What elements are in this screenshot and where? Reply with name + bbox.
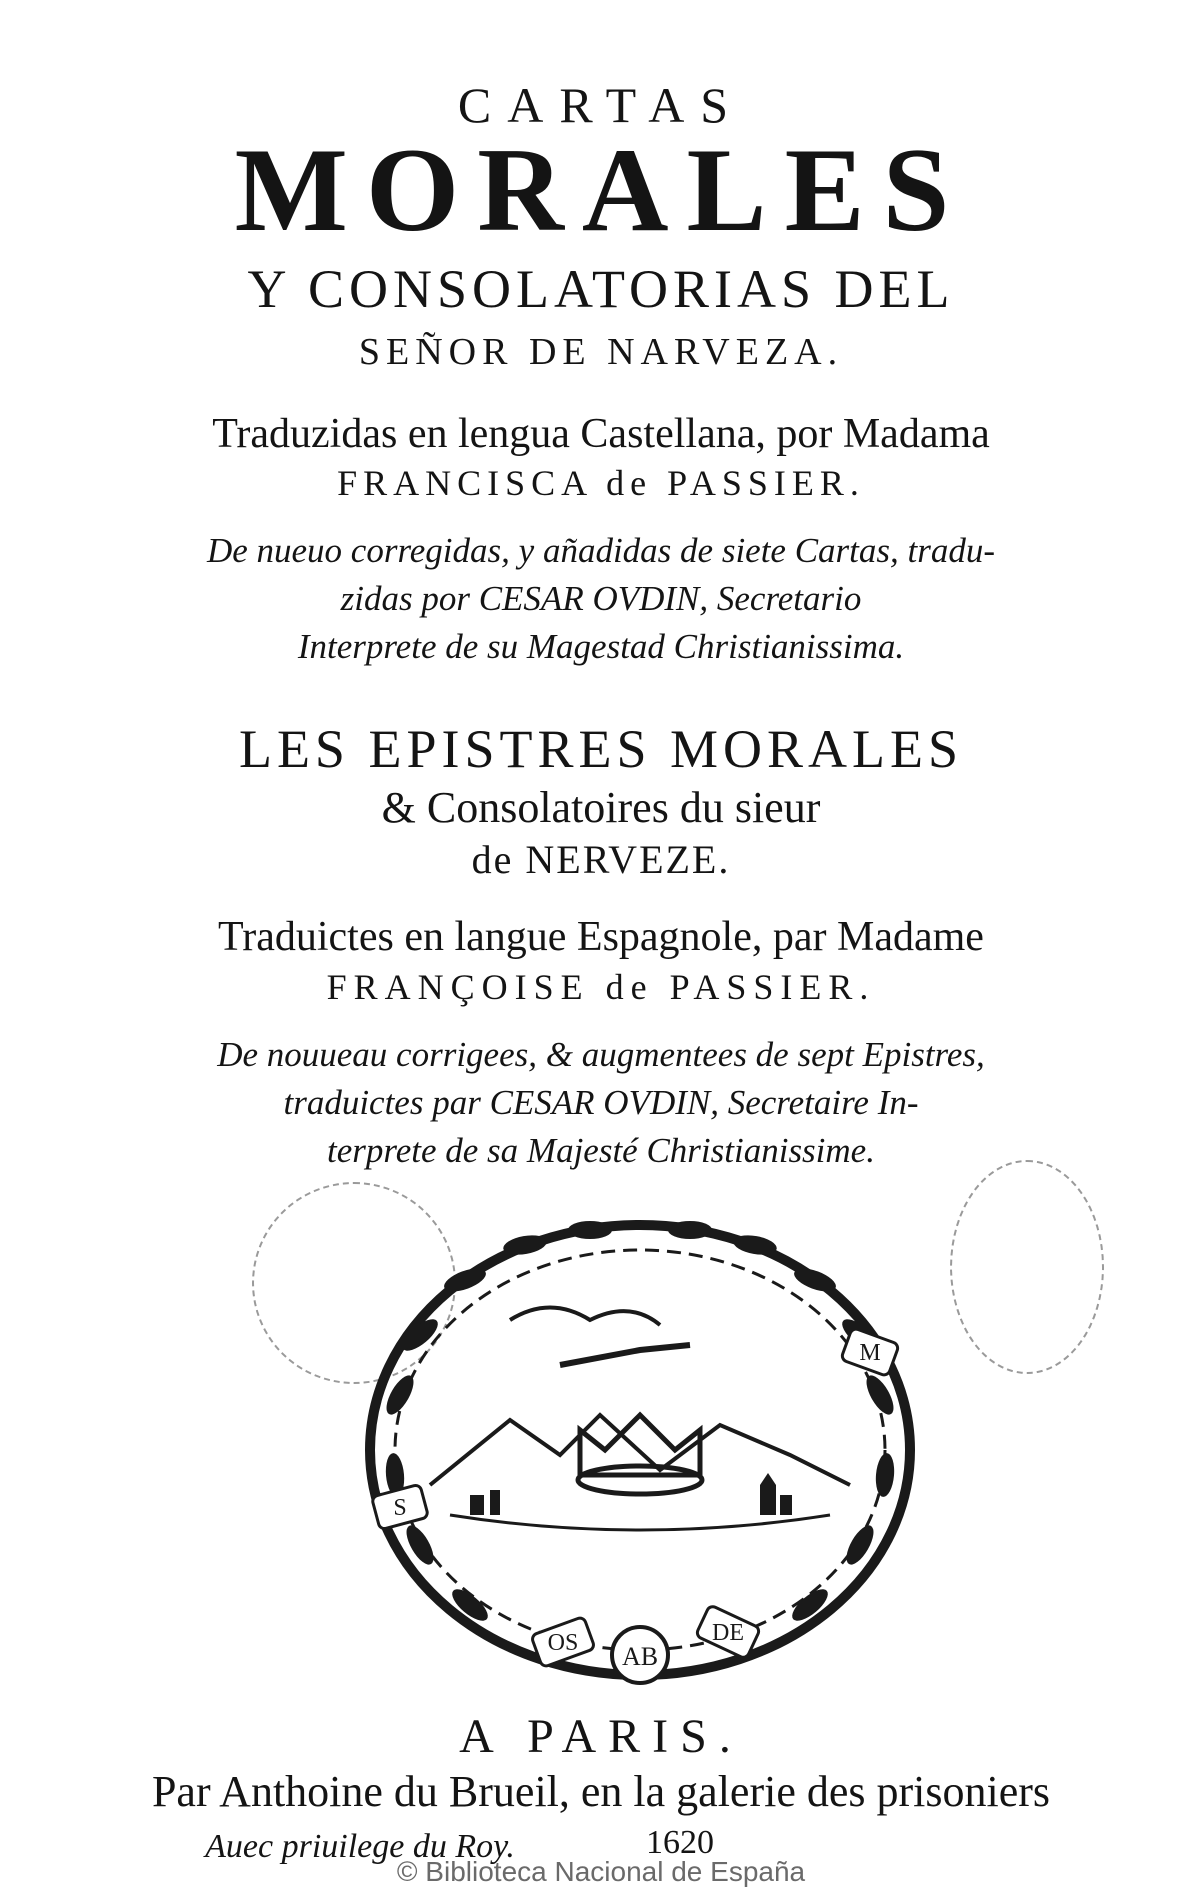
french-corrected-line-1: De nouueau corrigees, & augmentees de sept Epistres, [217, 1035, 985, 1074]
banner-letter-3: OS [547, 1630, 579, 1656]
spanish-corrected-line-3: Interprete de su Magestad Christianissima. [297, 627, 905, 666]
spanish-translation-line-1: Traduzidas en lengua Castellana, por Madama [212, 411, 990, 457]
library-stamp-right [950, 1160, 1104, 1374]
title-senor: SEÑOR DE NARVEZA. [358, 331, 844, 373]
printers-device-vignette [340, 1185, 940, 1700]
spanish-corrected-line-2: zidas por CESAR OVDIN, Secretario [340, 579, 862, 618]
title-cartas: CARTAS [457, 77, 745, 133]
title-consolatorias: Y CONSOLATORIAS DEL [247, 259, 955, 319]
spanish-corrected-line-1: De nueuo corregidas, y añadidas de siete Cartas, tradu- [206, 531, 996, 570]
wreath-leaves [381, 1221, 899, 1626]
horizon-line [450, 1515, 830, 1530]
banner-letter-1: S [393, 1495, 407, 1521]
imprint-city: A PARIS. [459, 1710, 743, 1763]
hand-from-clouds [560, 1345, 690, 1365]
french-title-line-3: de NERVEZE. [471, 837, 731, 882]
french-translation-line-1: Traduictes en langue Espagnole, par Madame [218, 914, 984, 960]
french-title-line-1: LES EPISTRES MORALES [238, 719, 964, 779]
french-corrected-line-3: terprete de sa Majesté Christianissime. [327, 1131, 875, 1170]
spanish-translation-line-2: FRANCISCA de PASSIER. [337, 463, 865, 503]
banner-letter-4: DE [712, 1620, 744, 1646]
monogram-text: AB [621, 1642, 659, 1671]
french-title-line-2: & Consolatoires du sieur [381, 783, 821, 832]
title-morales: MORALES [234, 123, 968, 256]
french-corrected-line-2: traduictes par CESAR OVDIN, Secretaire In- [283, 1083, 919, 1122]
copyright-footer: © Biblioteca Nacional de España [396, 1856, 806, 1887]
imprint-printer: Par Anthoine du Brueil, en la galerie des prisoniers [151, 1767, 1051, 1816]
french-translation-line-2: FRANÇOISE de PASSIER. [326, 967, 876, 1007]
banner-letter-2: M [859, 1340, 881, 1366]
clouds [510, 1308, 660, 1326]
imprint-year: 1620 [646, 1824, 714, 1861]
imprint-privilege: Auec priuilege du Roy. [205, 1828, 515, 1865]
